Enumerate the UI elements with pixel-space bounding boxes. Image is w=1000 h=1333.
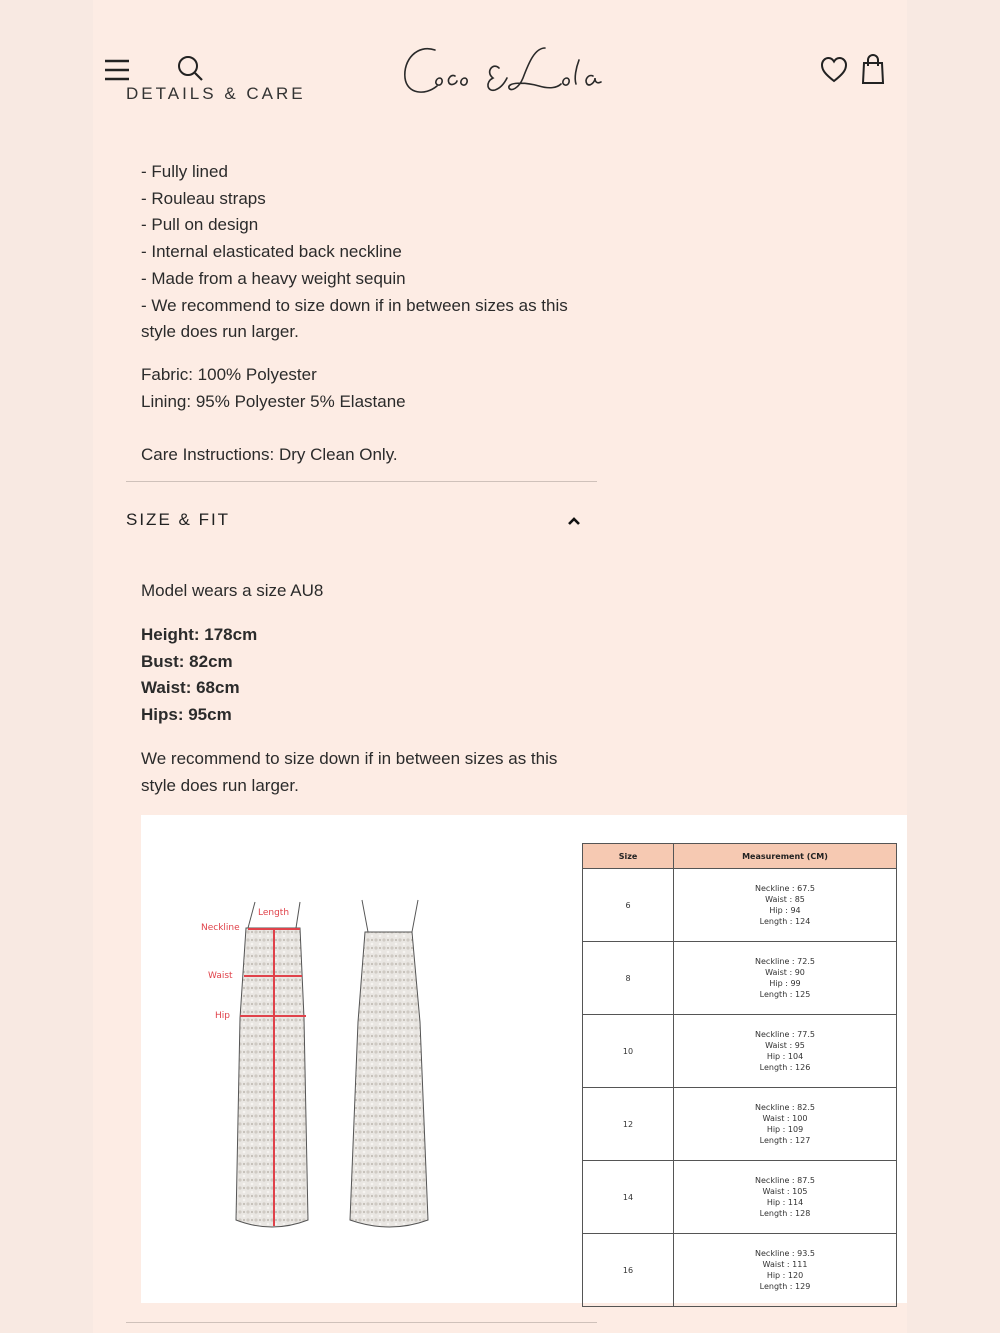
section-divider-bottom: [126, 1322, 597, 1323]
measurement-hip: Hip : 109: [766, 1125, 804, 1134]
feature-item: style does run larger.: [141, 322, 299, 342]
size-chart-table: [582, 843, 897, 1307]
measurement-length: Length : 126: [759, 1063, 811, 1072]
table-header-row: [583, 844, 897, 869]
measurement-cell: [674, 1088, 897, 1161]
size-recommendation: We recommend to size down if in between sizes as this style does run larger.: [141, 749, 558, 795]
measurement-length: Length : 125: [759, 990, 811, 999]
model-measurements: [141, 622, 257, 729]
feature-item: - Rouleau straps: [141, 188, 266, 208]
diagram-label-length: Length: [258, 908, 290, 918]
care-instructions: Care Instructions: Dry Clean Only.: [141, 445, 398, 464]
bag-icon[interactable]: [858, 52, 888, 86]
size-cell: 10: [583, 1015, 674, 1088]
feature-item: - Made from a heavy weight sequin: [141, 268, 406, 288]
measurement-waist: Waist : 85: [765, 895, 805, 904]
lining-text: Lining: 95% Polyester 5% Elastane: [141, 391, 406, 411]
measurement-hip: Hip : 114: [766, 1198, 804, 1207]
measurement-length: Length : 129: [759, 1282, 811, 1291]
search-icon[interactable]: [174, 52, 206, 84]
measurement-waist: Waist: 68cm: [141, 678, 240, 698]
measurement-neckline: Neckline : 72.5: [755, 957, 815, 966]
measurement-cell: [674, 942, 897, 1015]
table-row: [583, 1088, 897, 1161]
brand-logo[interactable]: [395, 38, 630, 102]
size-fit-heading[interactable]: SIZE & FIT: [126, 510, 231, 529]
measurement-waist: Waist : 95: [765, 1041, 805, 1050]
measurement-waist: Waist : 100: [762, 1114, 808, 1123]
table-row: [583, 1234, 897, 1307]
measurement-hip: Hip : 104: [766, 1052, 804, 1061]
fabric-info: [141, 362, 406, 415]
feature-item: - Pull on design: [141, 215, 259, 235]
measurement-neckline: Neckline : 77.5: [755, 1030, 815, 1039]
measurement-neckline: Neckline : 93.5: [755, 1249, 815, 1258]
feature-item: - Internal elasticated back neckline: [141, 242, 402, 262]
table-row: [583, 1161, 897, 1234]
diagram-label-hip: Hip: [215, 1011, 230, 1021]
measurement-waist: Waist : 90: [765, 968, 805, 977]
model-size-text: Model wears a size AU8: [141, 581, 324, 600]
measurement-hips: Hips: 95cm: [141, 705, 232, 725]
section-divider: [126, 481, 597, 482]
measurement-cell: [674, 1234, 897, 1307]
details-feature-list: [141, 159, 568, 346]
size-cell: 14: [583, 1161, 674, 1234]
table-row: [583, 1015, 897, 1088]
measurement-hip: Hip : 99: [769, 979, 801, 988]
measurement-neckline: Neckline : 82.5: [755, 1103, 815, 1112]
diagram-label-waist: Waist: [208, 971, 233, 981]
chevron-up-icon[interactable]: [566, 514, 582, 526]
size-cell: 6: [583, 869, 674, 942]
feature-item: - We recommend to size down if in between sizes as this: [141, 295, 568, 315]
details-care-heading[interactable]: DETAILS & CARE: [126, 84, 306, 103]
measurement-bust: Bust: 82cm: [141, 651, 233, 671]
measurement-length: Length : 124: [759, 917, 811, 926]
table-row: [583, 942, 897, 1015]
measurement-hip: Hip : 120: [766, 1271, 804, 1280]
table-header-measurement: Measurement (CM): [674, 844, 897, 869]
table-row: [583, 869, 897, 942]
measurement-length: Length : 128: [759, 1209, 811, 1218]
measurement-neckline: Neckline : 67.5: [755, 884, 815, 893]
measurement-length: Length : 127: [759, 1136, 811, 1145]
fabric-text: Fabric: 100% Polyester: [141, 365, 317, 384]
measurement-cell: [674, 1161, 897, 1234]
measurement-height: Height: 178cm: [141, 625, 258, 644]
table-header-size: Size: [583, 844, 674, 869]
menu-icon[interactable]: [103, 56, 131, 84]
size-cell: 8: [583, 942, 674, 1015]
size-cell: 12: [583, 1088, 674, 1161]
diagram-label-neckline: Neckline: [201, 923, 240, 933]
measurement-cell: [674, 1015, 897, 1088]
size-cell: 16: [583, 1234, 674, 1307]
feature-item: - Fully lined: [141, 162, 228, 181]
measurement-hip: Hip : 94: [769, 906, 801, 915]
measurement-waist: Waist : 111: [762, 1260, 808, 1269]
dress-diagram: [190, 890, 450, 1240]
measurement-cell: [674, 869, 897, 942]
measurement-neckline: Neckline : 87.5: [755, 1176, 815, 1185]
measurement-waist: Waist : 105: [762, 1187, 808, 1196]
heart-icon[interactable]: [818, 54, 850, 86]
